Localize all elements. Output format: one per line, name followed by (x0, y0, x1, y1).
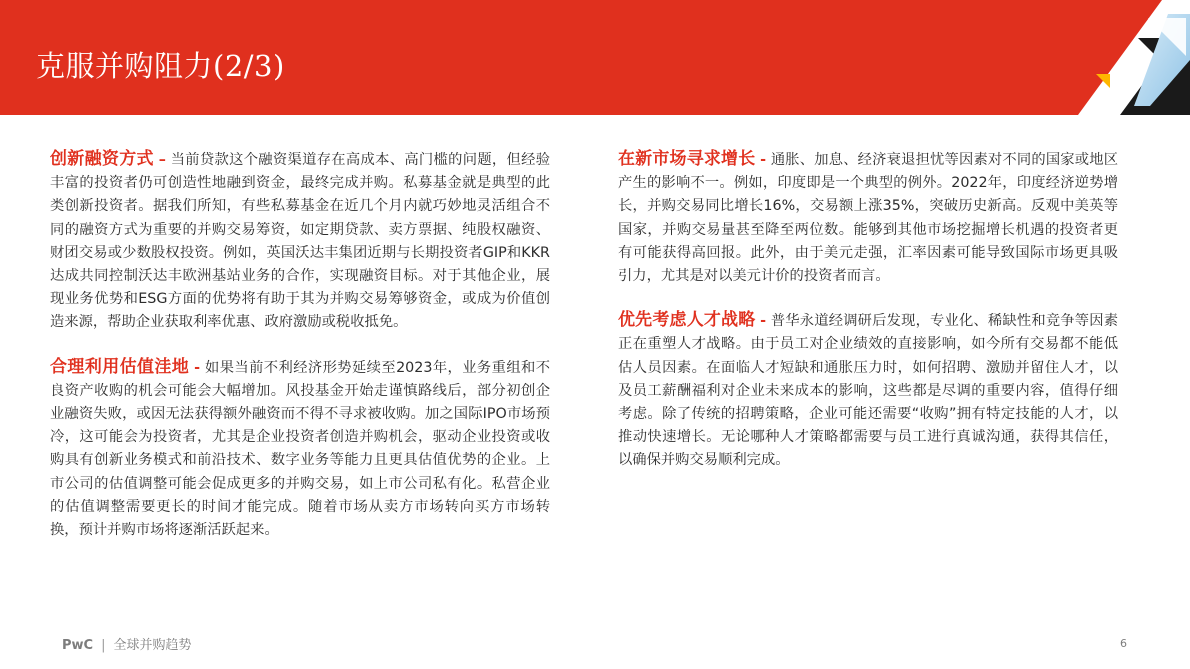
decorative-arrow-graphic (1010, 0, 1190, 115)
footer-separator: | (101, 638, 106, 653)
section-heading: 优先考虑人才战略 (618, 310, 756, 331)
footer (62, 634, 191, 653)
left-column (50, 148, 550, 563)
section-valuation-opportunity (50, 356, 550, 543)
section-body: 普华永道经调研后发现，专业化、稀缺性和竞争等因素正在重塑人才战略。由于员工对企业绩效的直接影响，如今所有交易都不能低估人员因素。在面临人才短缺和通胀压力时，如何招聘、激励并留住人才，以及员工薪酬福利对企业未来成本的影响，这些都是尽调的重要内容，值得仔细考虑。除了传统的招聘策略，企业可能还需要“收购”拥有特定技能的人才，以推动快速增长。无论哪种人才策略都需要与员工进行真诚沟通，获得其信任，以确保并购交易顺利完成。 (618, 313, 1119, 469)
section-talent-strategy (618, 309, 1118, 472)
header-banner (0, 0, 1190, 115)
page-number: 6 (1120, 637, 1127, 650)
section-body: 如果当前不利经济形势延续至2023年，业务重组和不良资产收购的机会可能会大幅增加。风投基金开始走谨慎路线后，部分初创企业融资失败，或因无法获得额外融资而不得不寻求被收购。加之国际IPO市场预冷，这可能会为投资者，尤其是企业投资者创造并购机会，驱动企业投资或收购具有创新业务模式和前沿技术、数字业务等能力且更具估值优势的企业。上市公司的估值调整可能会促成更多的并购交易，如上市公司私有化。私营企业的估值调整需要更长的时间才能完成。随着市场从卖方市场转向买方市场转换，预计并购市场将逐渐活跃起来。 (50, 359, 551, 539)
heading-dash: - (760, 152, 767, 168)
heading-dash: – (158, 152, 166, 168)
footer-label: 全球并购趋势 (113, 638, 192, 653)
section-heading: 合理利用估值洼地 (50, 356, 190, 377)
section-new-markets (618, 148, 1118, 288)
page-title: 克服并购阻力(2/3) (36, 49, 285, 83)
section-innovative-financing (50, 148, 550, 335)
section-body: 通胀、加息、经济衰退担忧等因素对不同的国家或地区产生的影响不一。例如，印度即是一个典型的例外。2022年，印度经济逆势增长，并购交易同比增长16%，交易额上涨35%，突破历史新高。反观中美英等国家，并购交易量甚至降至两位数。能够到其他市场挖掘增长机遇的投资者更有可能获得高回报。此外，由于美元走强，汇率因素可能导致国际市场更具吸引力，尤其是对以美元计价的投资者而言。 (618, 152, 1119, 285)
section-heading: 创新融资方式 (50, 149, 154, 169)
heading-dash: - (760, 313, 767, 330)
section-body: 当前贷款这个融资渠道存在高成本、高门槛的问题，但经验丰富的投资者仍可创造性地融到资金，最终完成并购。私募基金就是典型的此类创新投资者。据我们所知，有些私募基金在近几个月内就巧妙地灵活组合不同的融资方式为重要的并购交易筹资，如定期贷款、卖方票据、纯股权融资、财团交易或少数股权投资。例如，英国沃达丰集团近期与长期投资者GIP和KKR达成共同控制沃达丰欧洲基站业务的合作，实现融资目标。对于其他企业，展现业务优势和ESG方面的优势将有助于其为并购交易筹够资金，或成为价值创造来源，帮助企业获取利率优惠、政府激励或税收抵免。 (50, 152, 551, 331)
section-heading: 在新市场寻求增长 (618, 149, 756, 169)
footer-brand: PwC (62, 638, 94, 653)
heading-dash: - (194, 359, 201, 376)
right-column (618, 148, 1118, 494)
